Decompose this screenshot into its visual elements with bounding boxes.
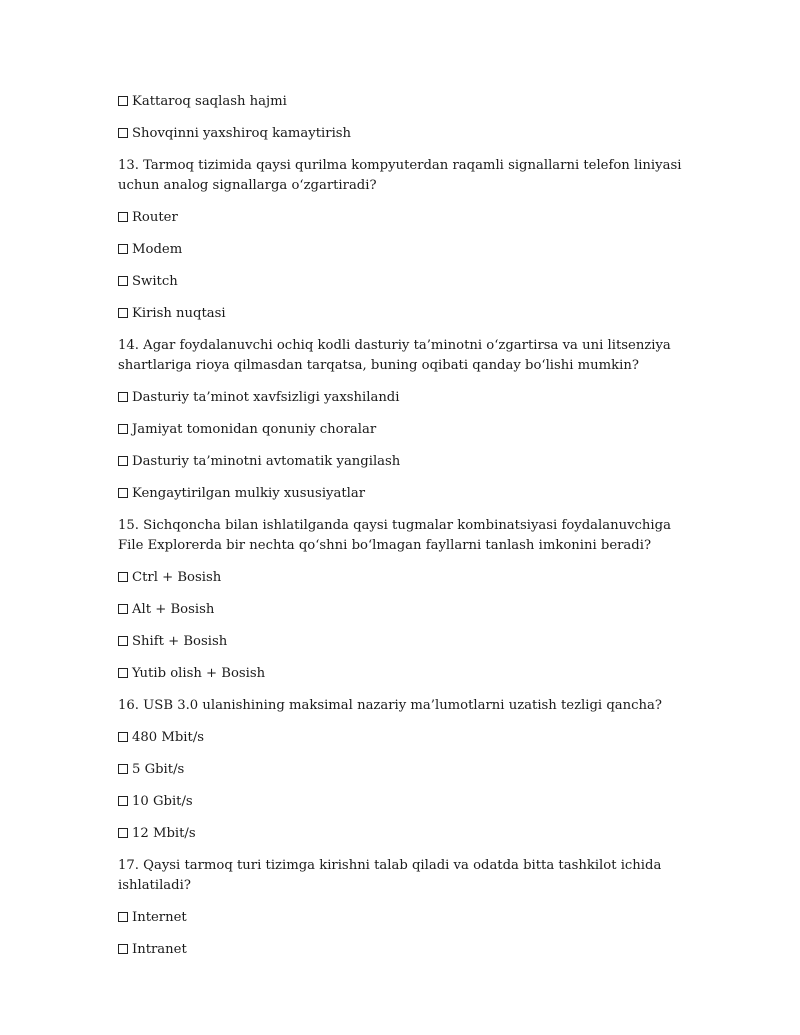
checkbox-icon[interactable] — [118, 572, 128, 582]
option-label: Jamiyat tomonidan qonuniy choralar — [132, 422, 377, 437]
question-text: 13. Tarmoq tizimida qaysi qurilma kompyuterdan raqamli signallarni telefon liniyasi uchun analog signallarga o‘zgartiradi? — [118, 158, 682, 193]
option-item[interactable] — [118, 760, 688, 792]
option-label: Dasturiy ta’minot xavfsizligi yaxshilandi — [132, 390, 400, 405]
option-label: Modem — [132, 242, 183, 257]
option-label: Alt + Bosish — [132, 602, 215, 617]
option-item[interactable] — [118, 92, 688, 124]
checkbox-icon[interactable] — [118, 732, 128, 742]
option-label: 10 Gbit/s — [132, 794, 193, 809]
option-label: Shift + Bosish — [132, 634, 228, 649]
option-item[interactable] — [118, 124, 688, 156]
option-item[interactable] — [118, 664, 688, 696]
option-label: Yutib olish + Bosish — [132, 666, 266, 681]
option-label: Router — [132, 210, 178, 225]
option-label: Kirish nuqtasi — [132, 306, 226, 321]
option-item[interactable] — [118, 240, 688, 272]
option-item[interactable] — [118, 632, 688, 664]
option-item[interactable] — [118, 600, 688, 632]
checkbox-icon[interactable] — [118, 604, 128, 614]
checkbox-icon[interactable] — [118, 128, 128, 138]
checkbox-icon[interactable] — [118, 244, 128, 254]
checkbox-icon[interactable] — [118, 308, 128, 318]
option-item[interactable] — [118, 484, 688, 516]
checkbox-icon[interactable] — [118, 828, 128, 838]
checkbox-icon[interactable] — [118, 276, 128, 286]
checkbox-icon[interactable] — [118, 96, 128, 106]
question-text: 15. Sichqoncha bilan ishlatilganda qaysi tugmalar kombinatsiyasi foydalanuvchiga File Explorerda bir nechta qo‘shni bo‘lmagan fayllarni tanlash imkonini beradi? — [118, 518, 671, 553]
option-item[interactable] — [118, 940, 688, 972]
question-text: 17. Qaysi tarmoq turi tizimga kirishni talab qiladi va odatda bitta tashkilot ichida ishlatiladi? — [118, 858, 662, 893]
document-page — [118, 92, 688, 972]
option-item[interactable] — [118, 908, 688, 940]
checkbox-icon[interactable] — [118, 944, 128, 954]
option-item[interactable] — [118, 420, 688, 452]
question-text: 14. Agar foydalanuvchi ochiq kodli dasturiy ta’minotni o‘zgartirsa va uni litsenziya shartlariga rioya qilmasdan tarqatsa, buning oqibati qanday bo‘lishi mumkin? — [118, 338, 671, 373]
option-item[interactable] — [118, 272, 688, 304]
checkbox-icon[interactable] — [118, 796, 128, 806]
option-item[interactable] — [118, 728, 688, 760]
option-label: 480 Mbit/s — [132, 730, 205, 745]
option-label: Intranet — [132, 942, 187, 957]
option-item[interactable] — [118, 792, 688, 824]
option-label: Internet — [132, 910, 187, 925]
checkbox-icon[interactable] — [118, 912, 128, 922]
option-item[interactable] — [118, 568, 688, 600]
option-item[interactable] — [118, 208, 688, 240]
option-label: 12 Mbit/s — [132, 826, 196, 841]
option-item[interactable] — [118, 824, 688, 856]
option-item[interactable] — [118, 304, 688, 336]
option-label: Ctrl + Bosish — [132, 570, 222, 585]
checkbox-icon[interactable] — [118, 488, 128, 498]
option-label: Dasturiy ta’minotni avtomatik yangilash — [132, 454, 401, 469]
option-label: Kattaroq saqlash hajmi — [132, 94, 287, 109]
option-label: Kengaytirilgan mulkiy xususiyatlar — [132, 486, 366, 501]
question-text: 16. USB 3.0 ulanishining maksimal nazariy ma’lumotlarni uzatish tezligi qancha? — [118, 698, 662, 713]
checkbox-icon[interactable] — [118, 668, 128, 678]
option-label: Shovqinni yaxshiroq kamaytirish — [132, 126, 352, 141]
checkbox-icon[interactable] — [118, 424, 128, 434]
option-label: 5 Gbit/s — [132, 762, 185, 777]
checkbox-icon[interactable] — [118, 636, 128, 646]
option-item[interactable] — [118, 388, 688, 420]
option-item[interactable] — [118, 452, 688, 484]
option-label: Switch — [132, 274, 178, 289]
checkbox-icon[interactable] — [118, 212, 128, 222]
checkbox-icon[interactable] — [118, 764, 128, 774]
checkbox-icon[interactable] — [118, 392, 128, 402]
checkbox-icon[interactable] — [118, 456, 128, 466]
